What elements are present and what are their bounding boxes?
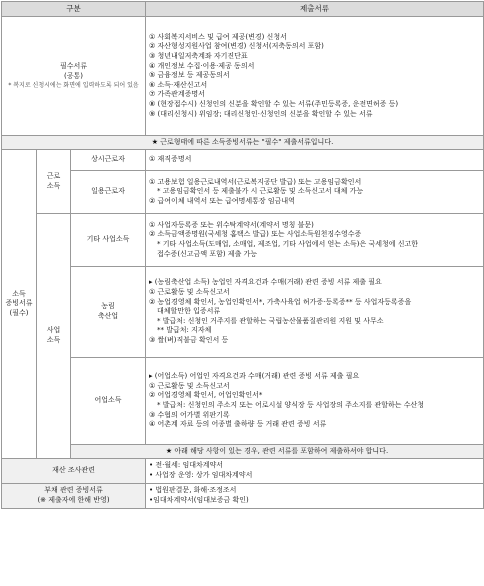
required-subtitle: (공통) [64,72,84,80]
list-item: ① 근로활동 및 소득신고서 [149,381,230,390]
required-row [2,17,484,136]
fish-row [2,358,484,445]
debt-label-line1: 부채 관련 증빙서류 [44,486,103,495]
farm-label [71,267,146,358]
debt-label-line2: (※ 제출자에 한해 반영) [37,496,110,504]
debt-row [2,484,484,509]
list-item: ④ 개인정보 수집·이용·제공 동의서 [149,61,255,70]
required-label-cell [2,17,146,136]
list-item: • 법원판결문, 화해·조정조서 [149,486,237,495]
list-item: ⑦ 가족관계증명서 [149,90,205,99]
asset-docs [146,459,484,484]
income-label-line1: 소득 [12,289,26,298]
list-subnote: * 발급처: 신청인 거주지를 관할하는 국립농산물품질관리원 지원 및 사무소 [157,316,384,325]
notice-row-1 [2,136,484,150]
income-proof-label [2,150,37,459]
business-label-line2: 소득 [46,336,61,344]
list-item: ③ 쌀(벼)직불금 확인서 등 [149,335,229,344]
list-subnote: * 발급처: 신청인의 주소지 또는 어로시설 양식장 등 사업장의 주소지를 관할하는 수산청 [157,401,425,409]
required-items-cell [146,17,484,136]
business-label-line1: 사업 [46,326,61,335]
list-item: ② 자산형성지원사업 참여(변경) 신청서(저축동의서 포함) [149,42,324,51]
header-documents: 제출서류 [146,2,484,17]
debt-docs [146,484,484,509]
notice-additional: ★ 아래 해당 사항이 있는 경우, 관련 서류를 포함하여 제출하셔야 합니다. [71,445,484,459]
list-item: ③ 수협의 어가별 위판기록 [149,410,230,419]
list-item: ① 사회복지서비스 및 급여 제공(변경) 신청서 [149,32,287,41]
debt-label [2,484,146,509]
list-subnote: * 고용임금확인서 등 제출불가 시 근로활동 및 소득신고서 대체 가능 [157,187,364,196]
daily-worker-docs [146,171,484,214]
list-subnote: ** 발급처: 지자체 [157,326,212,335]
list-item: ▸ (농림축산업 소득) 농업인 자격요건과 수매(거래) 관련 증빙 서류 제출 필요 [149,278,382,287]
list-subnote: 접수증(신고금액 포함) 제출 가능 [157,249,258,258]
list-item: • 사업장 운영: 상가 임대차계약서 [149,471,253,479]
header-category: 구분 [2,2,146,17]
documents-table [1,1,484,509]
farm-row [2,267,484,358]
farm-label-line2: 축산업 [97,312,119,320]
asset-row [2,459,484,484]
asset-label: 재산 조사관련 [2,459,146,484]
list-item: •임대차계약서(임대보증금 확인) [149,496,249,504]
farm-label-line1: 농림 [101,302,115,311]
list-item: • 전·월세: 임대차계약서 [149,461,224,470]
list-item: ⑧ (현장접수시) 신청인의 신분을 확인할 수 있는 서류(주민등록증, 운전면허증 등) [149,99,399,108]
required-list [149,33,480,119]
required-title: 필수서류 [59,62,88,71]
business-income-label [37,214,71,459]
required-note: * 복지로 신청시에는 화면에 입력하도록 되어 있음 [8,81,139,89]
list-item: ▸ (어업소득) 어업인 자격요건과 수매(거래) 관련 증빙 서류 제출 필요 [149,372,360,381]
income-label-line3: (필수) [9,308,29,317]
list-item: ① 고용보험 일용근로내역서(근로복지공단 발급) 또는 고용임금확인서 [149,177,362,186]
regular-worker-label: 상시근로자 [71,150,146,171]
regular-worker-docs [146,150,484,171]
notice-row-2 [2,445,484,459]
list-item: ④ 어촌계 자료 등의 어종별 출하량 등 거래 관련 증빙 서류 [149,420,327,429]
list-subnote: * 기타 사업소득(도매업, 소매업, 제조업, 기타 사업에서 얻는 소득)은 국세청에 신고한 [157,240,419,248]
list-item: ② 소득금액증명원(국세청 홈택스 발급) 또는 사업소득원천징수영수증 [149,230,362,239]
daily-worker-row [2,171,484,214]
list-item: ⑨ (대리신청시) 위임장; 대리신청인·신청인의 신분을 확인할 수 있는 서류 [149,109,373,118]
table-header [2,2,484,17]
list-item: ① 사업자등록증 또는 위수탁계약서(계약서 명칭 불문) [149,220,314,229]
income-label-line2: 증빙서류 [5,299,33,308]
regular-worker-row [2,150,484,171]
list-item: ⑥ 소득·재산신고서 [149,80,208,89]
list-item: ② 농업경영체 확인서, 농업인확인서*, 가축사육업 허가증·등록증** 등 사업자등록증을 [149,297,412,306]
list-item: ② 급여이체 내역서 또는 급여명세통장 임금내역 [149,196,295,205]
fish-label: 어업소득 [71,358,146,445]
daily-worker-label: 일용근로자 [71,171,146,214]
fish-docs [146,358,484,445]
farm-docs [146,267,484,358]
other-business-row [2,214,484,267]
list-item: ① 재직증명서 [149,155,192,164]
earned-income-label [37,150,71,214]
other-business-label: 기타 사업소득 [71,214,146,267]
notice-income-required: ★ 근로형태에 따른 소득증빙서류는 "필수" 제출서류입니다. [2,136,484,150]
list-item: ⑤ 금융정보 등 제공동의서 [149,71,230,80]
earned-label-line1: 근로 [46,171,61,180]
other-business-docs [146,214,484,267]
list-item: ② 어업경영체 확인서, 어업인확인서* [149,391,263,400]
list-item: ① 근로활동 및 소득신고서 [149,288,230,297]
earned-label-line2: 소득 [46,181,61,190]
list-item: 대체할만한 입증서류 [157,307,221,316]
list-item: ③ 청년내일저축계좌 자기진단표 [149,52,248,61]
